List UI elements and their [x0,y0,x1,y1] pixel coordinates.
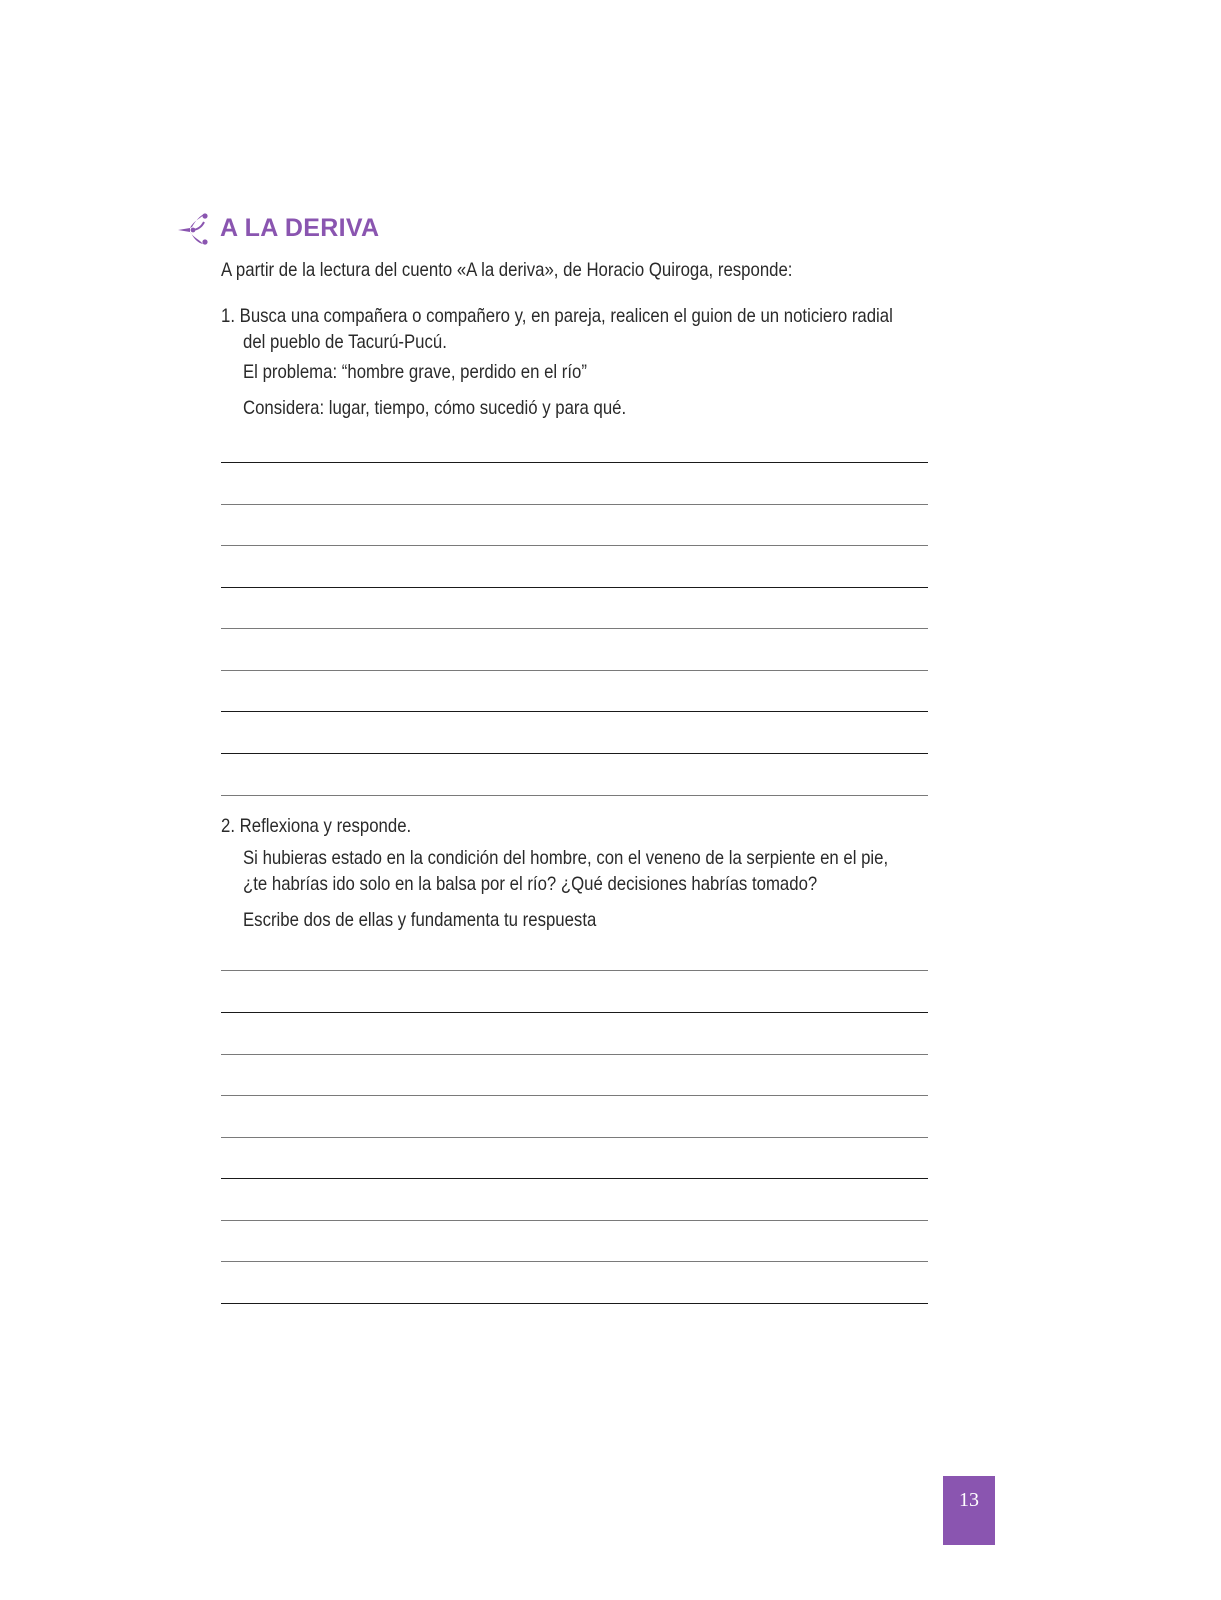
page-number: 13 [943,1476,995,1545]
answer-line[interactable] [221,711,928,712]
answer-line[interactable] [221,670,928,671]
question2-line2: Si hubieras estado en la condición del hombre, con el veneno de la serpiente en el pie, [243,847,889,869]
question2-instruction: Escribe dos de ellas y fundamenta tu respuesta [243,909,597,931]
answer-line[interactable] [221,462,928,463]
answer-line[interactable] [221,753,928,754]
question1-line1: 1. Busca una compañera o compañero y, en pareja, realicen el guion de un noticiero radial [221,305,893,327]
question1-consider: Considera: lugar, tiempo, cómo sucedió y para qué. [243,397,627,419]
answer-line[interactable] [221,545,928,546]
answer-line[interactable] [221,1137,928,1138]
question2-line1: 2. Reflexiona y responde. [221,815,412,837]
answer-line[interactable] [221,1178,928,1179]
question1-line2: del pueblo de Tacurú-Pucú. [243,331,447,353]
section-heading [176,208,379,248]
answer-line[interactable] [221,795,928,796]
answer-line[interactable] [221,1261,928,1262]
fleur-ornament-icon [176,210,212,246]
answer-line[interactable] [221,970,928,971]
answer-line[interactable] [221,1012,928,1013]
intro-text: A partir de la lectura del cuento «A la deriva», de Horacio Quiroga, responde: [221,259,793,281]
answer-line[interactable] [221,1095,928,1096]
section-title: A LA DERIVA [220,213,380,242]
question2-line3: ¿te habrías ido solo en la balsa por el río? ¿Qué decisiones habrías tomado? [243,873,818,895]
answer-line[interactable] [221,587,928,588]
answer-line[interactable] [221,628,928,629]
answer-line[interactable] [221,1054,928,1055]
answer-line[interactable] [221,1303,928,1304]
question1-problem: El problema: “hombre grave, perdido en el río” [243,361,587,383]
answer-line[interactable] [221,1220,928,1221]
answer-line[interactable] [221,504,928,505]
